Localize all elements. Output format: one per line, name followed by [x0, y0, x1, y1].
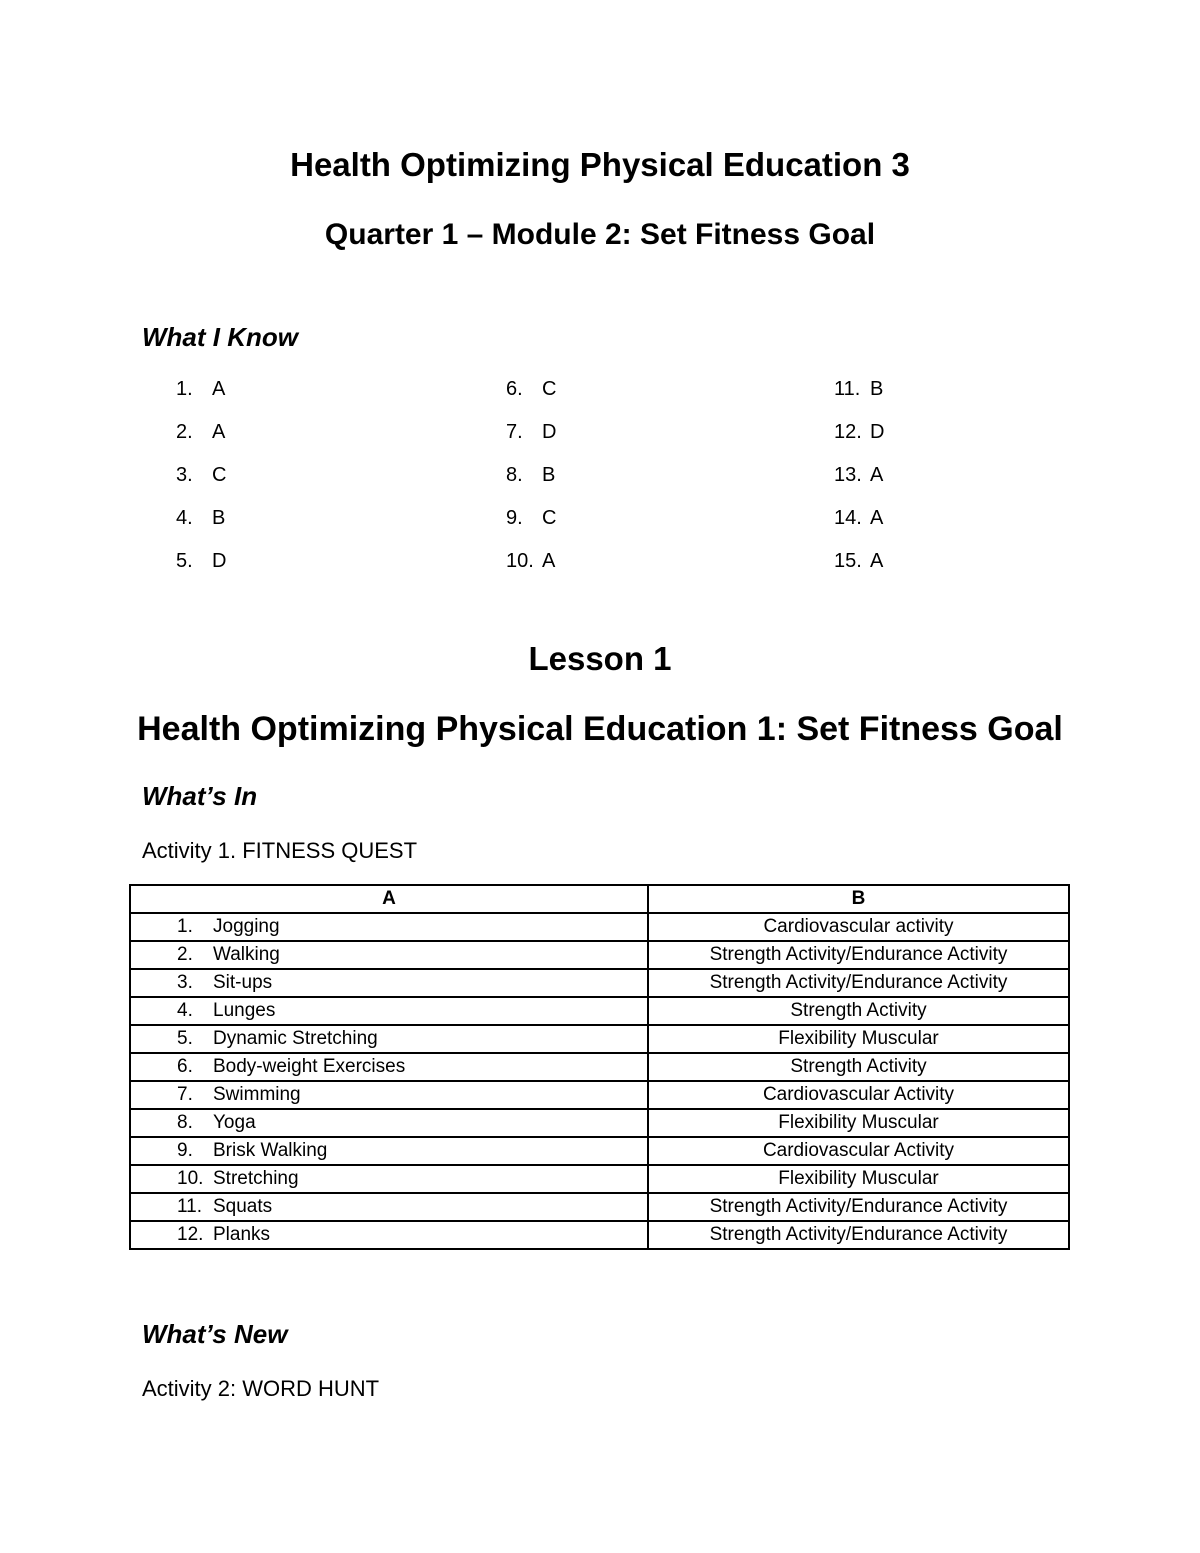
answer-number: 8. [506, 464, 523, 486]
activity-cell [130, 1025, 648, 1053]
category-cell: Cardiovascular Activity [648, 1081, 1069, 1109]
answer-letter: B [870, 378, 884, 400]
lesson-title: Health Optimizing Physical Education 1: Set Fitness Goal [137, 710, 1063, 748]
answer-item [834, 415, 884, 458]
category-cell: Flexibility Muscular [648, 1165, 1069, 1193]
row-number: 6. [177, 1056, 193, 1077]
answer-item [834, 458, 884, 501]
table-row [130, 1053, 1069, 1081]
column-header-a: A [130, 885, 648, 913]
answer-letter: D [542, 421, 557, 443]
activity-cell [130, 1165, 648, 1193]
answer-item [834, 372, 884, 415]
answer-number: 13. [834, 464, 862, 486]
activity-2-label: Activity 2: WORD HUNT [142, 1376, 380, 1401]
fitness-quest-table [129, 884, 1070, 1250]
table-row [130, 1137, 1069, 1165]
answer-letter: A [870, 507, 884, 529]
row-number: 11. [177, 1196, 203, 1217]
table-row [130, 913, 1069, 941]
activity-cell [130, 1221, 648, 1249]
answer-number: 6. [506, 378, 523, 400]
table-row [130, 969, 1069, 997]
answer-letter: D [870, 421, 885, 443]
category-cell: Strength Activity [648, 997, 1069, 1025]
answer-item [176, 501, 226, 544]
activity-name: Brisk Walking [213, 1140, 328, 1161]
whats-in-heading: What’s In [142, 781, 258, 811]
answer-item [176, 415, 226, 458]
activity-name: Sit-ups [213, 972, 273, 993]
row-number: 3. [177, 972, 193, 993]
table-row [130, 1221, 1069, 1249]
answer-letter: A [212, 421, 226, 443]
lesson-heading: Lesson 1 [528, 640, 672, 677]
activity-name: Walking [213, 944, 280, 965]
answer-number: 11. [834, 378, 861, 400]
document-title: Health Optimizing Physical Education 3 [290, 146, 910, 183]
category-cell: Cardiovascular Activity [648, 1137, 1069, 1165]
answer-number: 15. [834, 550, 862, 572]
answer-number: 14. [834, 507, 862, 529]
category-cell: Cardiovascular activity [648, 913, 1069, 941]
answer-letter: D [212, 550, 227, 572]
activity-cell [130, 1137, 648, 1165]
what-i-know-heading: What I Know [142, 322, 298, 352]
activity-cell [130, 997, 648, 1025]
answer-item [834, 501, 884, 544]
activity-name: Lunges [213, 1000, 276, 1021]
row-number: 1. [177, 916, 193, 937]
activity-cell [130, 941, 648, 969]
answer-letter: A [542, 550, 556, 572]
answer-letter: A [870, 550, 884, 572]
row-number: 2. [177, 944, 193, 965]
table-row [130, 1109, 1069, 1137]
answer-number: 9. [506, 507, 523, 529]
table-row [130, 1025, 1069, 1053]
answer-number: 10. [506, 550, 534, 572]
answer-letter: C [542, 507, 557, 529]
activity-name: Stretching [213, 1168, 299, 1189]
answer-item [506, 372, 556, 415]
table-header-row [130, 885, 1069, 913]
answer-letter: A [870, 464, 884, 486]
table-row [130, 997, 1069, 1025]
row-number: 10. [177, 1168, 204, 1189]
activity-name: Dynamic Stretching [213, 1028, 378, 1049]
row-number: 7. [177, 1084, 193, 1105]
category-cell: Strength Activity/Endurance Activity [648, 941, 1069, 969]
table-row [130, 1165, 1069, 1193]
activity-cell [130, 969, 648, 997]
column-header-b: B [648, 885, 1069, 913]
answer-column-2 [506, 372, 556, 587]
activity-cell [130, 1193, 648, 1221]
answer-item [506, 544, 556, 587]
category-cell: Strength Activity [648, 1053, 1069, 1081]
row-number: 5. [177, 1028, 193, 1049]
table-row [130, 1081, 1069, 1109]
activity-name: Squats [213, 1196, 273, 1217]
answer-number: 1. [176, 378, 193, 400]
row-number: 4. [177, 1000, 193, 1021]
answer-item [176, 458, 226, 501]
answer-item [506, 458, 556, 501]
answer-column-3 [834, 372, 884, 587]
answer-number: 12. [834, 421, 862, 443]
category-cell: Flexibility Muscular [648, 1025, 1069, 1053]
whats-new-heading: What’s New [142, 1319, 288, 1349]
document-subtitle: Quarter 1 – Module 2: Set Fitness Goal [324, 218, 876, 251]
row-number: 12. [177, 1224, 204, 1245]
answer-letter: B [212, 507, 226, 529]
answer-number: 7. [506, 421, 523, 443]
category-cell: Flexibility Muscular [648, 1109, 1069, 1137]
answer-item [506, 415, 556, 458]
row-number: 8. [177, 1112, 193, 1133]
activity-name: Yoga [213, 1112, 256, 1133]
activity-cell [130, 1081, 648, 1109]
answer-number: 2. [176, 421, 193, 443]
answer-item [834, 544, 884, 587]
answer-item [176, 544, 226, 587]
answer-number: 3. [176, 464, 193, 486]
answer-number: 4. [176, 507, 193, 529]
category-cell: Strength Activity/Endurance Activity [648, 1193, 1069, 1221]
answer-column-1 [176, 372, 226, 587]
row-number: 9. [177, 1140, 193, 1161]
answer-letter: A [212, 378, 226, 400]
answer-number: 5. [176, 550, 193, 572]
activity-cell [130, 1109, 648, 1137]
table-row [130, 941, 1069, 969]
activity-name: Swimming [213, 1084, 301, 1105]
activity-cell [130, 1053, 648, 1081]
answer-item [176, 372, 226, 415]
answer-item [506, 501, 556, 544]
answer-letter: B [542, 464, 556, 486]
activity-name: Planks [213, 1224, 271, 1245]
activity-cell [130, 913, 648, 941]
activity-name: Body-weight Exercises [213, 1056, 406, 1077]
category-cell: Strength Activity/Endurance Activity [648, 969, 1069, 997]
activity-name: Jogging [213, 916, 280, 937]
activity-1-label: Activity 1. FITNESS QUEST [142, 838, 418, 863]
category-cell: Strength Activity/Endurance Activity [648, 1221, 1069, 1249]
table-row [130, 1193, 1069, 1221]
answer-letter: C [212, 464, 227, 486]
answer-letter: C [542, 378, 557, 400]
